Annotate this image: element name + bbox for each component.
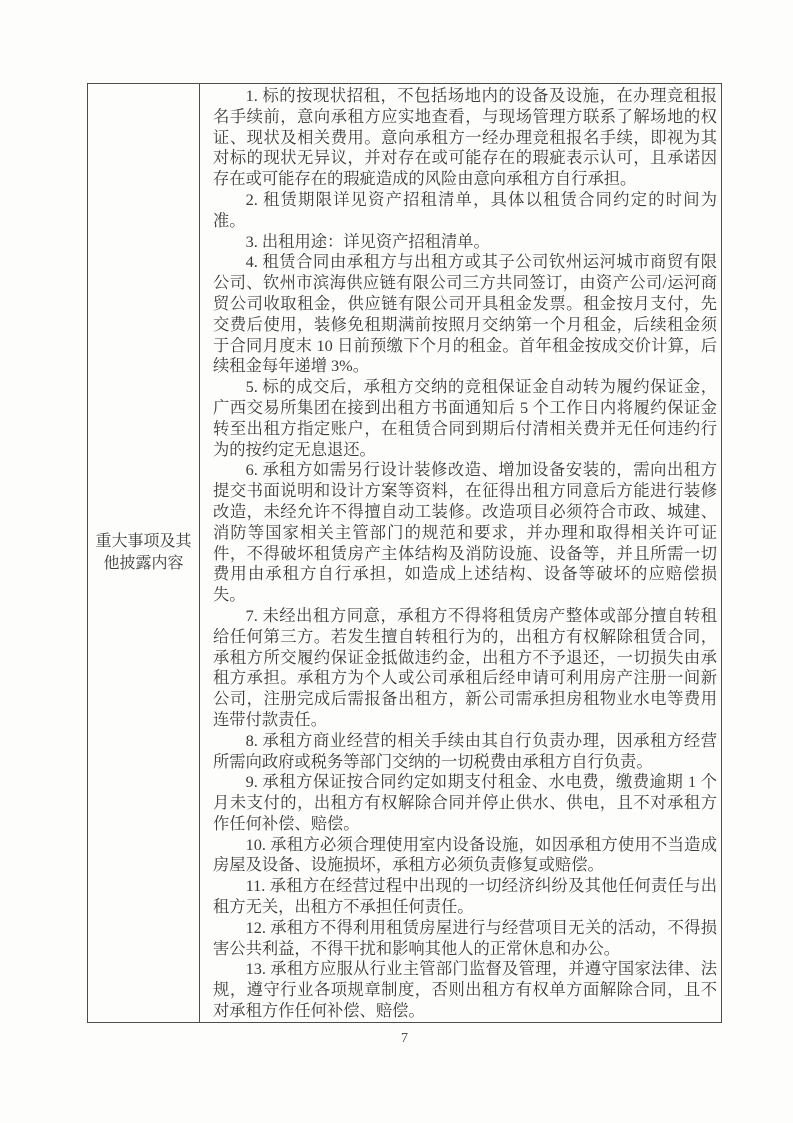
disclosure-item: 4. 租赁合同由承租方与出租方或其子公司钦州运河城市商贸有限公司、钦州市滨海供应链有限公司三方共同签订，由资产公司/运河商贸公司收取租金，供应链有限公司开具租金发票。租金按月支付，先交费后使用，装修免租期满前按照月交纳第一个月租金，后续租金须于合同月度末 10 日前预缴下个月的租金。首年租金按成交价计算，后续租金每年递增 3%。 bbox=[213, 252, 717, 376]
disclosure-item: 2. 租赁期限详见资产招租清单，具体以租赁合同约定的时间为准。 bbox=[213, 189, 717, 230]
disclosure-item: 8. 承租方商业经营的相关手续由其自行负责办理，因承租方经营所需向政府或税务等部门交纳的一切税费由承租方自行负责。 bbox=[213, 730, 717, 771]
disclosure-item: 12. 承租方不得利用租赁房屋进行与经营项目无关的活动，不得损害公共利益，不得干扰和影响其他人的正常休息和办公。 bbox=[213, 917, 717, 958]
disclosure-item: 6. 承租方如需另行设计装修改造、增加设备安装的，需向出租方提交书面说明和设计方案等资料，在征得出租方同意后方能进行装修改造，未经允许不得擅自动工装修。改造项目必须符合市政、城建、消防等国家相关主管部门的规范和要求，并办理和取得相关许可证件，不得破坏租赁房产主体结构及消防设施、设备等，并且所需一切费用由承租方自行承担，如造成上述结构、设备等破坏的应赔偿损失。 bbox=[213, 460, 717, 605]
disclosure-item: 5. 标的成交后，承租方交纳的竞租保证金自动转为履约保证金，广西交易所集团在接到出租方书面通知后 5 个工作日内将履约保证金转至出租方指定账户，在租赁合同到期后付清相关费并无任何违约行为的按约定无息退还。 bbox=[213, 377, 717, 459]
disclosure-item: 1. 标的按现状招租，不包括场地内的设备及设施，在办理竞租报名手续前，意向承租方应实地查看，与现场管理方联系了解场地的权证、现状及相关费用。意向承租方一经办理竞租报名手续，即视为其对标的现状无异议，并对存在或可能存在的瑕疵表示认可，且承诺因存在或可能存在的瑕疵造成的风险由意向承租方自行承担。 bbox=[213, 86, 717, 189]
row-header-label: 重大事项及其他披露内容 bbox=[95, 533, 192, 572]
row-header-cell bbox=[88, 84, 200, 1022]
disclosure-content-cell bbox=[200, 84, 721, 1022]
major-items-disclosure-table bbox=[87, 83, 722, 1023]
disclosure-item: 3. 出租用途：详见资产招租清单。 bbox=[245, 231, 490, 251]
disclosure-item: 11. 承租方在经营过程中出现的一切经济纠纷及其他任何责任与出租方无关，出租方不承担任何责任。 bbox=[213, 876, 717, 917]
disclosure-item: 10. 承租方必须合理使用室内设备设施，如因承租方使用不当造成房屋及设备、设施损坏，承租方必须负责修复或赔偿。 bbox=[213, 834, 717, 875]
disclosure-item: 13. 承租方应服从行业主管部门监督及管理，并遵守国家法律、法规，遵守行业各项规章制度，否则出租方有权单方面解除合同，且不对承租方作任何补偿、赔偿。 bbox=[213, 959, 717, 1021]
page-number: 7 bbox=[401, 1031, 408, 1046]
disclosure-item: 7. 未经出租方同意，承租方不得将租赁房产整体或部分擅自转租给任何第三方。若发生擅自转租行为的，出租方有权解除租赁合同，承租方所交履约保证金抵做违约金，出租方不予退还，一切损失由承租方承担。承租方为个人或公司承租后经申请可利用房产注册一间新公司，注册完成后需报备出租方，新公司需承担房租物业水电等费用连带付款责任。 bbox=[213, 605, 717, 729]
disclosure-item: 9. 承租方保证按合同约定如期支付租金、水电费，缴费逾期 1 个月未支付的，出租方有权解除合同并停止供水、供电，且不对承租方作任何补偿、赔偿。 bbox=[213, 772, 717, 833]
